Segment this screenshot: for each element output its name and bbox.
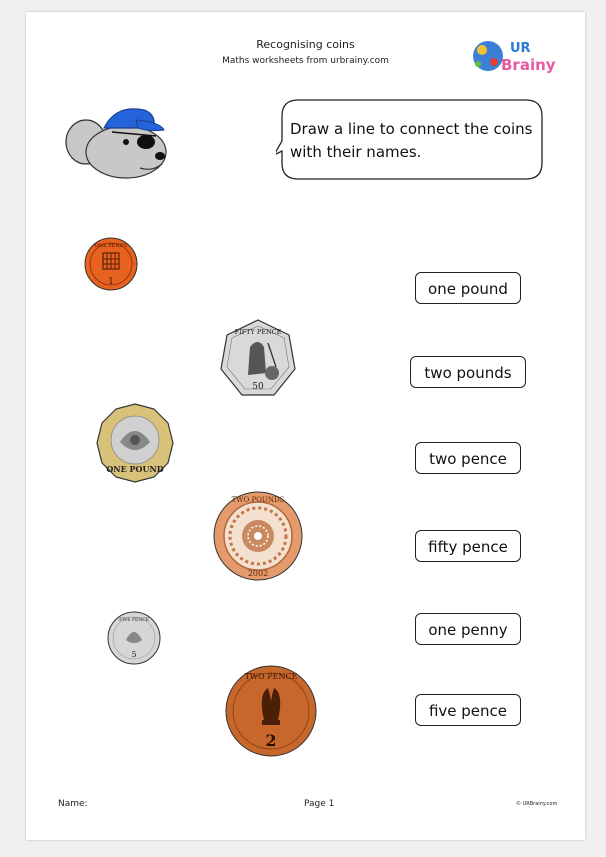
coin-one-pound[interactable] (94, 402, 176, 484)
label-one-penny[interactable]: one penny (415, 613, 521, 645)
label-fifty-pence[interactable]: fifty pence (415, 530, 521, 562)
label-five-pence[interactable]: five pence (415, 694, 521, 726)
logo-text-brainy: Brainy (501, 56, 556, 74)
coin-two-pence[interactable] (224, 664, 318, 758)
coin-year: 2002 (247, 569, 269, 578)
coin-value: 2 (265, 731, 277, 750)
page-number: Page 1 (304, 799, 335, 809)
worksheet-title: Recognising coins (256, 38, 355, 51)
worksheet-subtitle: Maths worksheets from urbrainy.com (222, 56, 389, 66)
name-label: Name: (58, 799, 88, 809)
coin-inscription: FIVE PENCE (119, 618, 149, 623)
label-two-pence[interactable]: two pence (415, 442, 521, 474)
coin-five-pence[interactable] (106, 610, 162, 666)
worksheet-page (26, 12, 585, 840)
coin-inscription: ONE POUND (106, 464, 164, 474)
britannia-icon (248, 342, 266, 375)
urbrainy-logo (468, 32, 568, 82)
label-two-pounds[interactable]: two pounds (410, 356, 526, 388)
logo-text-ur: UR (510, 41, 531, 56)
copyright-text: © URBrainy.com (516, 801, 558, 807)
instruction-text (290, 118, 540, 164)
coin-value: 1 (108, 277, 114, 287)
coin-one-penny[interactable] (84, 234, 138, 294)
mouse-mascot-image (64, 98, 184, 188)
coin-value: 5 (131, 650, 137, 659)
instruction-line-1: Draw a line to connect the coins (290, 120, 533, 138)
coin-inscription: TWO PENCE (244, 672, 298, 681)
coin-fifty-pence[interactable] (218, 317, 298, 401)
label-one-pound[interactable]: one pound (415, 272, 521, 304)
instruction-line-2: with their names. (290, 143, 422, 161)
coin-inscription: TWO POUNDS (231, 496, 285, 504)
coin-inscription: FIFTY PENCE (234, 328, 282, 336)
coin-inscription: ONE PENNY (94, 243, 128, 249)
coin-two-pounds[interactable] (212, 490, 304, 582)
coin-value: 50 (252, 382, 264, 392)
